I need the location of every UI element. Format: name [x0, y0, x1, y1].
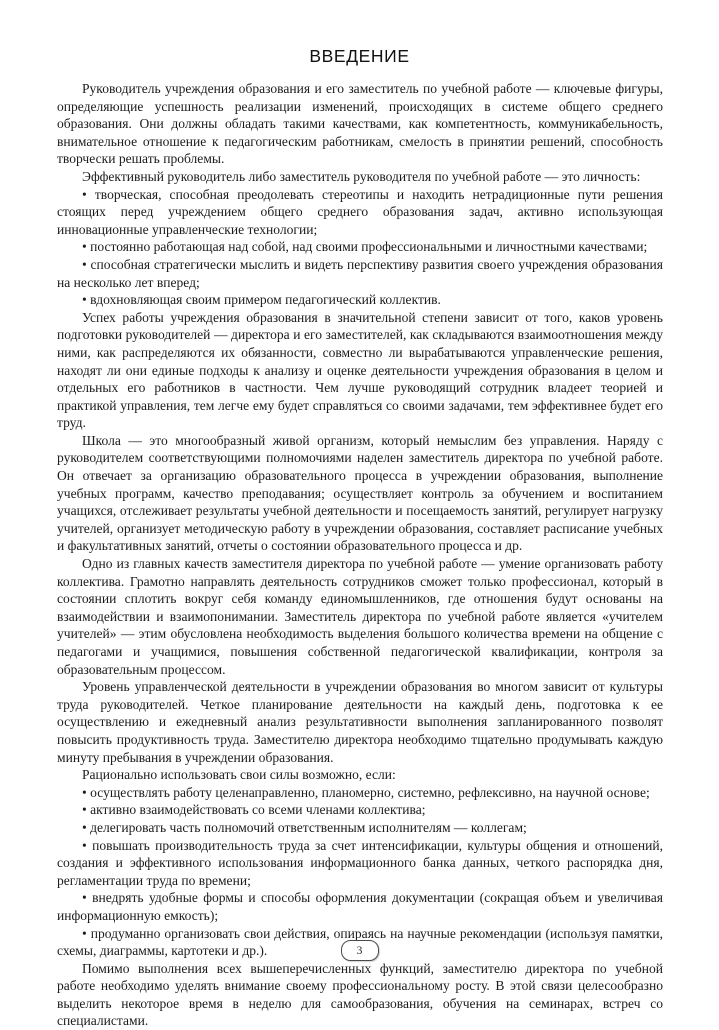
- paragraph: Успех работы учреждения образования в значительной степени зависит от того, каков уровень подготовки руководителей — директора и его заместителей, как складываются взаимоотношения между ними, как распределяются их обязанности, совместно ли вырабатываются управленческие решения, находят ли они единые подходы к анализу и оценке деятельности учреждения образования в целом и отдельных его работников в частности. Чем лучше руководящий сотрудник владеет теорией и практикой управления, тем легче ему будет справляться со своими задачами, тем эффективнее будет его труд.: [57, 309, 663, 431]
- bullet-item: • творческая, способная преодолевать стереотипы и находить нетрадиционные пути решения стоящих перед учреждением общего среднего образования задач, активно использующая инновационные управленческие технологии;: [57, 186, 663, 237]
- paragraph: Эффективный руководитель либо заместитель руководителя по учебной работе — это личность:: [82, 168, 641, 184]
- bullet-item: • повышать производительность труда за счет интенсификации, культуры общения и отношений, создания и эффективного использования информационного банка данных, четкого распорядка дня, регламентации труда по времени;: [57, 837, 663, 888]
- page-title: ВВЕДЕНИЕ: [309, 46, 410, 66]
- paragraph: Помимо выполнения всех вышеперечисленных функций, заместителю директора по учебной работе необходимо уделять внимание своему профессиональному росту. В этой связи целесообразно выделить некоторое время в неделю для самообразования, обучения на семинарах, встреч со специалистами.: [57, 960, 663, 1029]
- bullet-item: • постоянно работающая над собой, над своими профессиональными и личностными качествами;: [82, 239, 648, 255]
- bullet-item: • внедрять удобные формы и способы оформления документации (сокращая объем и увеличивая информационную емкость);: [57, 890, 663, 923]
- page-number-badge: 3: [341, 940, 379, 961]
- bullet-item: • осуществлять работу целенаправленно, планомерно, системно, рефлексивно, на научной основе;: [82, 784, 650, 800]
- bullet-item: • продуманно организовать свои действия, опираясь на научные рекомендации (используя памятки, схемы, диаграммы, картотеки и др.).: [57, 925, 663, 959]
- bullet-item: • делегировать часть полномочий ответственным исполнителям — коллегам;: [82, 819, 527, 835]
- bullet-item: • вдохновляющая своим примером педагогический коллектив.: [82, 292, 441, 308]
- paragraph: Уровень управленческой деятельности в учреждении образования во многом зависит от культуры труда руководителей. Четкое планирование деятельности на каждый день, подготовка к ее осуществлению и ежедневный анализ результативности выполнения запланированного позволят повысить продуктивность труда. Заместителю директора необходимо тщательно продумывать каждую минуту пребывания в учреждении образования.: [57, 679, 663, 765]
- bullet-item: • способная стратегически мыслить и видеть перспективу развития своего учреждения образования на несколько лет вперед;: [57, 256, 663, 290]
- page-number-container: [0, 940, 719, 961]
- paragraph: Рационально использовать свои силы возможно, если:: [82, 767, 396, 783]
- paragraph: Одно из главных качеств заместителя директора по учебной работе — умение организовать работу коллектива. Грамотно направлять деятельность сотрудников сможет только профессионал, который в состоянии сплотить вокруг себя команду единомышленников, где отношения будут основаны на взаимодействии и взаимопонимании. Заместитель директора по учебной работе является «учителем учителей» — этим обусловлена необходимость выделения большого количества времени на общение с педагогами и учащимися, повышения собственной педагогической квалификации, контроля за образовательным процессом.: [57, 556, 663, 677]
- bullet-item: • активно взаимодействовать со всеми членами коллектива;: [82, 802, 426, 818]
- paragraph: Школа — это многообразный живой организм, который немыслим без управления. Наряду с руководителем соответствующими полномочиями наделен заместитель директора по учебной работе. Он отвечает за организацию образовательного процесса в учреждении образования, выполнение учебных программ, качество преподавания; осуществляет контроль за обучением и воспитанием учащихся, отслеживает результаты учебной деятельности и посещаемость занятий, регулирует нагрузку учителей, организует методическую работу в учреждении образования, составляет расписание учебных и факультативных занятий, отчеты о состоянии образовательного процесса и др.: [57, 432, 663, 554]
- document-body: [57, 80, 663, 1030]
- paragraph: Руководитель учреждения образования и его заместитель по учебной работе — ключевые фигуры, определяющие успешность реализации изменений, происходящих в системе общего среднего образования. Они должны обладать такими качествами, как компетентность, коммуникабельность, внимательное отношение к педагогическим работникам, смелость в принятии решений, способность творчески решать проблемы.: [57, 81, 663, 167]
